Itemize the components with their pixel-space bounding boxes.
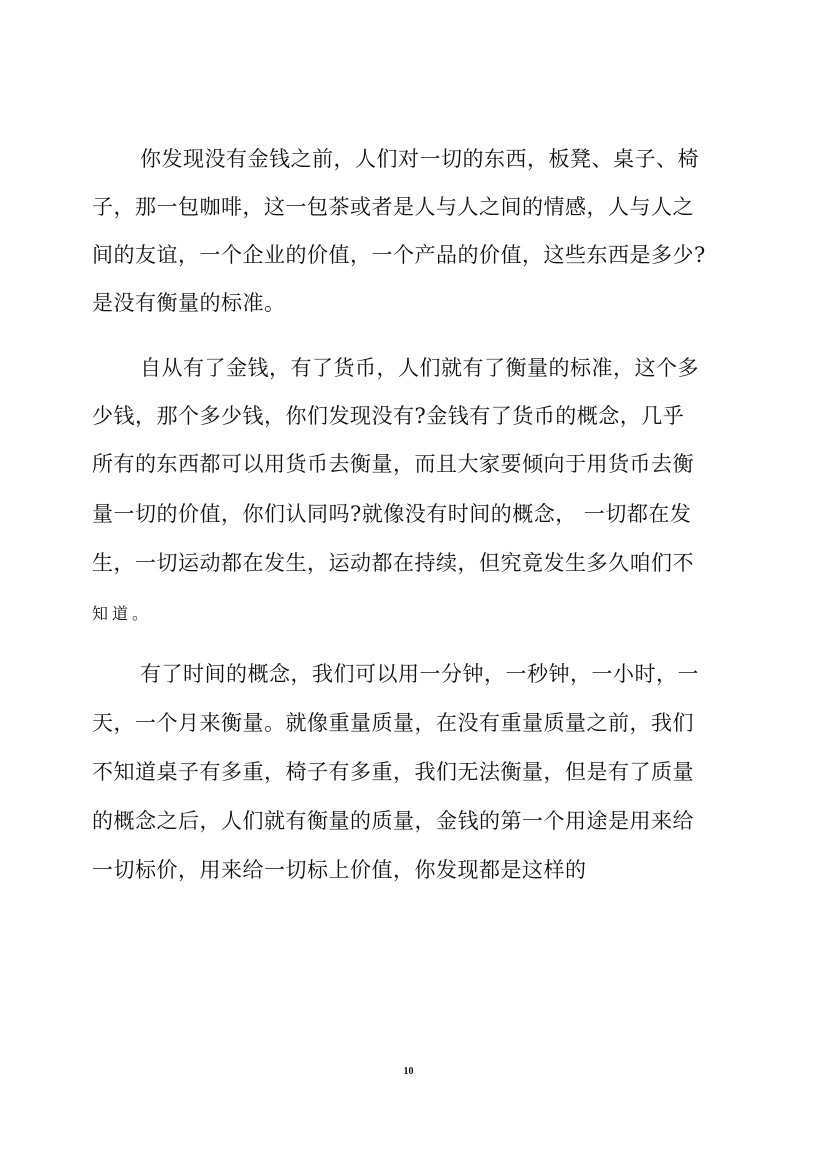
paragraph-3-line-2: 天，一个月来衡量。就像重量质量，在没有重量质量之前，我们 <box>92 711 694 735</box>
paragraph-2-line-5: 生，一切运动都在发生，运动都在持续，但究竟发生多久咱们不 <box>92 551 694 575</box>
paragraph-3-line-1: 有了时间的概念，我们可以用一分钟，一秒钟，一小时，一 <box>140 662 699 686</box>
paragraph-1-line-1: 你发现没有金钱之前，人们对一切的东西，板凳、桌子、椅 <box>140 147 699 171</box>
paragraph-1-line-2: 子，那一包咖啡，这一包茶或者是人与人之间的情感，人与人之 <box>92 195 694 219</box>
paragraph-2-line-6: 知道。 <box>92 604 153 623</box>
paragraph-2-line-1: 自从有了金钱，有了货币，人们就有了衡量的标准，这个多 <box>140 356 699 380</box>
page-number: 10 <box>403 1066 414 1077</box>
paragraph-3-line-5: 一切标价，用来给一切标上价值，你发现都是这样的 <box>92 858 587 882</box>
paragraph-1-line-3: 间的友谊，一个企业的价值，一个产品的价值，这些东西是多少? <box>92 243 706 267</box>
paragraph-2-line-3: 所有的东西都可以用货币去衡量，而且大家要倾向于用货币去衡 <box>92 452 694 476</box>
paragraph-3-line-3: 不知道桌子有多重，椅子有多重，我们无法衡量，但是有了质量 <box>92 760 694 784</box>
paragraph-2-line-2: 少钱，那个多少钱，你们发现没有?金钱有了货币的概念，几乎 <box>92 404 685 428</box>
paragraph-2-line-4: 量一切的价值，你们认同吗?就像没有时间的概念， 一切都在发 <box>92 502 692 526</box>
paragraph-3-line-4: 的概念之后，人们就有衡量的质量，金钱的第一个用途是用来给 <box>92 809 694 833</box>
paragraph-1-line-4: 是没有衡量的标准。 <box>92 291 286 315</box>
